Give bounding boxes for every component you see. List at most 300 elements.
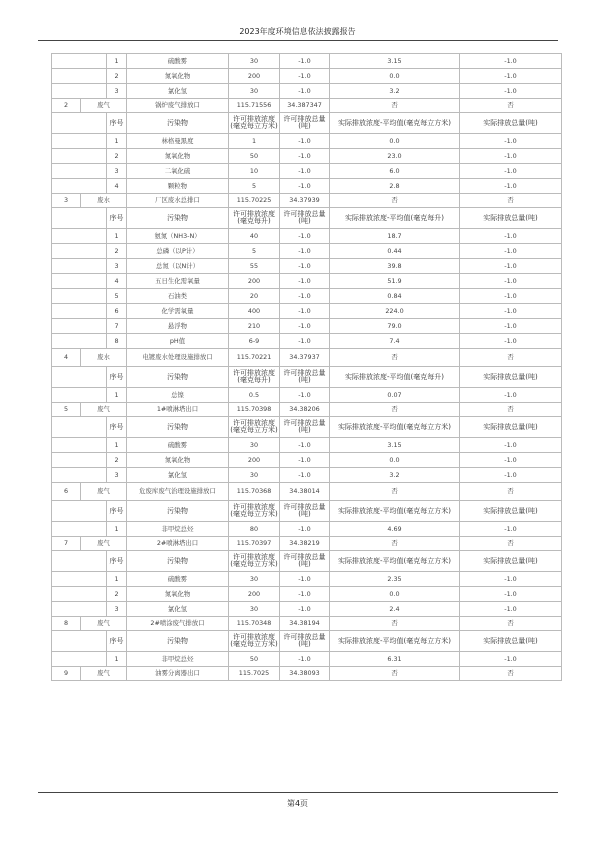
pollutant-row [52,334,562,349]
emissions-table-body [52,54,562,681]
pollutant-row [52,602,562,617]
pollutant-row [52,54,562,69]
actual-total: -1.0 [460,149,562,164]
pollutant-row [52,289,562,304]
pollutant-name: 硫酸雾 [127,54,229,69]
blank-cell [52,134,107,149]
outlet-number: 2 [52,99,81,113]
header-pollutant: 污染物 [127,551,229,572]
blank-cell [52,149,107,164]
outlet-type: 废气 [81,403,127,417]
emissions-table-wrapper [51,53,561,681]
actual-total: -1.0 [460,259,562,274]
actual-concentration: 3.2 [330,84,460,99]
permit-concentration: 50 [229,652,280,667]
pollutant-seq: 3 [107,259,127,274]
outlet-row [52,667,562,681]
pollutant-name: 氯化氢 [127,84,229,99]
outlet-flag-1: 否 [330,349,460,367]
outlet-row [52,537,562,551]
blank-cell [52,319,107,334]
permit-total: -1.0 [280,522,330,537]
outlet-flag-1: 否 [330,194,460,208]
pollutant-row [52,453,562,468]
header-permit-concentration: 许可排放浓度(毫克每立方米) [229,417,280,438]
permit-concentration: 30 [229,572,280,587]
outlet-longitude: 115.7025 [229,667,280,681]
header-seq: 序号 [107,501,127,522]
pollutant-name: 氮氧化物 [127,69,229,84]
actual-total: -1.0 [460,164,562,179]
header-actual-concentration: 实际排放浓度-平均值(毫克每升) [330,208,460,229]
pollutant-seq: 1 [107,522,127,537]
outlet-flag-2: 否 [460,617,562,631]
blank-cell [52,501,107,522]
actual-total: -1.0 [460,334,562,349]
pollutant-seq: 2 [107,244,127,259]
outlet-row [52,349,562,367]
permit-concentration: 200 [229,453,280,468]
permit-concentration: 55 [229,259,280,274]
header-seq: 序号 [107,631,127,652]
permit-total: -1.0 [280,274,330,289]
outlet-latitude: 34.38093 [280,667,330,681]
footer-divider [38,792,558,793]
outlet-type: 废气 [81,99,127,113]
actual-total: -1.0 [460,244,562,259]
actual-concentration: 3.2 [330,468,460,483]
permit-total: -1.0 [280,652,330,667]
permit-total: -1.0 [280,54,330,69]
outlet-name: 2#喷涂废气排放口 [127,617,229,631]
pollutant-seq: 4 [107,274,127,289]
outlet-flag-2: 否 [460,537,562,551]
actual-concentration: 6.0 [330,164,460,179]
header-permit-concentration: 许可排放浓度(毫克每升) [229,208,280,229]
header-pollutant: 污染物 [127,631,229,652]
header-permit-concentration: 许可排放浓度(毫克每立方米) [229,551,280,572]
permit-total: -1.0 [280,289,330,304]
header-actual-concentration: 实际排放浓度-平均值(毫克每立方米) [330,113,460,134]
blank-cell [52,334,107,349]
actual-total: -1.0 [460,179,562,194]
actual-total: -1.0 [460,602,562,617]
pollutant-name: 硫酸雾 [127,438,229,453]
blank-cell [52,84,107,99]
outlet-number: 7 [52,537,81,551]
actual-concentration: 23.0 [330,149,460,164]
permit-concentration: 40 [229,229,280,244]
pollutant-seq: 3 [107,468,127,483]
outlet-row [52,99,562,113]
actual-concentration: 0.0 [330,453,460,468]
permit-concentration: 6-9 [229,334,280,349]
pollutant-header-row [52,417,562,438]
blank-cell [52,388,107,403]
actual-concentration: 3.15 [330,438,460,453]
outlet-type: 废气 [81,617,127,631]
outlet-flag-1: 否 [330,99,460,113]
blank-cell [52,652,107,667]
actual-total: -1.0 [460,453,562,468]
actual-concentration: 7.4 [330,334,460,349]
actual-total: -1.0 [460,522,562,537]
pollutant-row [52,134,562,149]
pollutant-seq: 1 [107,652,127,667]
pollutant-seq: 3 [107,84,127,99]
header-actual-total: 实际排放总量(吨) [460,501,562,522]
outlet-latitude: 34.387347 [280,99,330,113]
blank-cell [52,208,107,229]
pollutant-seq: 1 [107,229,127,244]
actual-total: -1.0 [460,134,562,149]
header-actual-total: 实际排放总量(吨) [460,551,562,572]
actual-total: -1.0 [460,69,562,84]
permit-total: -1.0 [280,244,330,259]
header-permit-total: 许可排放总量(吨) [280,417,330,438]
outlet-latitude: 34.38194 [280,617,330,631]
outlet-latitude: 34.38014 [280,483,330,501]
blank-cell [52,259,107,274]
pollutant-row [52,179,562,194]
actual-concentration: 2.35 [330,572,460,587]
pollutant-seq: 2 [107,453,127,468]
outlet-flag-1: 否 [330,617,460,631]
blank-cell [52,551,107,572]
pollutant-name: 二氧化硫 [127,164,229,179]
pollutant-name: 总氮（以N计） [127,259,229,274]
outlet-name: 厂区废水总排口 [127,194,229,208]
blank-cell [52,602,107,617]
blank-cell [52,522,107,537]
pollutant-name: 林格曼黑度 [127,134,229,149]
blank-cell [52,304,107,319]
blank-cell [52,69,107,84]
permit-total: -1.0 [280,259,330,274]
outlet-flag-2: 否 [460,403,562,417]
permit-total: -1.0 [280,84,330,99]
actual-total: -1.0 [460,652,562,667]
header-actual-concentration: 实际排放浓度-平均值(毫克每立方米) [330,631,460,652]
blank-cell [52,179,107,194]
header-divider [38,40,558,41]
pollutant-seq: 3 [107,602,127,617]
outlet-longitude: 115.70397 [229,537,280,551]
pollutant-seq: 1 [107,572,127,587]
permit-concentration: 20 [229,289,280,304]
permit-total: -1.0 [280,388,330,403]
permit-concentration: 1 [229,134,280,149]
permit-total: -1.0 [280,602,330,617]
header-permit-concentration: 许可排放浓度(毫克每立方米) [229,113,280,134]
header-actual-concentration: 实际排放浓度-平均值(毫克每立方米) [330,417,460,438]
header-permit-total: 许可排放总量(吨) [280,551,330,572]
pollutant-name: 氨氮（NH3-N） [127,229,229,244]
actual-total: -1.0 [460,468,562,483]
permit-concentration: 30 [229,438,280,453]
permit-concentration: 200 [229,69,280,84]
actual-total: -1.0 [460,274,562,289]
blank-cell [52,164,107,179]
pollutant-name: 化学需氧量 [127,304,229,319]
outlet-row [52,403,562,417]
actual-total: -1.0 [460,388,562,403]
header-permit-total: 许可排放总量(吨) [280,208,330,229]
pollutant-header-row [52,551,562,572]
permit-concentration: 50 [229,149,280,164]
outlet-longitude: 115.70225 [229,194,280,208]
blank-cell [52,631,107,652]
permit-concentration: 10 [229,164,280,179]
outlet-number: 8 [52,617,81,631]
pollutant-seq: 7 [107,319,127,334]
outlet-longitude: 115.70368 [229,483,280,501]
header-seq: 序号 [107,367,127,388]
pollutant-seq: 1 [107,438,127,453]
permit-total: -1.0 [280,453,330,468]
actual-total: -1.0 [460,229,562,244]
blank-cell [52,417,107,438]
outlet-type: 废水 [81,349,127,367]
header-actual-total: 实际排放总量(吨) [460,367,562,388]
pollutant-row [52,522,562,537]
header-actual-concentration: 实际排放浓度-平均值(毫克每升) [330,367,460,388]
outlet-number: 3 [52,194,81,208]
outlet-flag-2: 否 [460,349,562,367]
outlet-number: 6 [52,483,81,501]
actual-concentration: 0.07 [330,388,460,403]
pollutant-name: 氯化氢 [127,468,229,483]
pollutant-row [52,84,562,99]
blank-cell [52,274,107,289]
pollutant-name: 石油类 [127,289,229,304]
header-permit-total: 许可排放总量(吨) [280,113,330,134]
actual-concentration: 4.69 [330,522,460,537]
pollutant-name: 颗粒物 [127,179,229,194]
actual-concentration: 0.44 [330,244,460,259]
permit-concentration: 5 [229,244,280,259]
header-pollutant: 污染物 [127,501,229,522]
outlet-name: 锅炉废气排放口 [127,99,229,113]
outlet-name: 电镀废水处理设施排放口 [127,349,229,367]
blank-cell [52,113,107,134]
permit-concentration: 5 [229,179,280,194]
outlet-flag-2: 否 [460,99,562,113]
header-actual-concentration: 实际排放浓度-平均值(毫克每立方米) [330,551,460,572]
pollutant-row [52,69,562,84]
outlet-longitude: 115.70398 [229,403,280,417]
header-seq: 序号 [107,417,127,438]
pollutant-header-row [52,367,562,388]
actual-total: -1.0 [460,438,562,453]
blank-cell [52,572,107,587]
page-number: 第4页 [286,799,309,808]
pollutant-row [52,164,562,179]
pollutant-name: 总磷（以P计） [127,244,229,259]
permit-total: -1.0 [280,572,330,587]
actual-total: -1.0 [460,587,562,602]
actual-concentration: 18.7 [330,229,460,244]
pollutant-seq: 4 [107,179,127,194]
actual-concentration: 2.4 [330,602,460,617]
pollutant-name: 非甲烷总烃 [127,652,229,667]
outlet-latitude: 34.38206 [280,403,330,417]
pollutant-row [52,229,562,244]
outlet-number: 5 [52,403,81,417]
pollutant-header-row [52,208,562,229]
header-pollutant: 污染物 [127,417,229,438]
actual-concentration: 0.0 [330,134,460,149]
outlet-name: 2#喷淋塔出口 [127,537,229,551]
outlet-longitude: 115.70348 [229,617,280,631]
header-permit-concentration: 许可排放浓度(毫克每立方米) [229,501,280,522]
header-pollutant: 污染物 [127,208,229,229]
actual-concentration: 51.9 [330,274,460,289]
outlet-type: 废气 [81,483,127,501]
header-actual-total: 实际排放总量(吨) [460,113,562,134]
permit-total: -1.0 [280,304,330,319]
actual-concentration: 0.84 [330,289,460,304]
blank-cell [52,587,107,602]
pollutant-name: 氯化氢 [127,602,229,617]
outlet-latitude: 34.37939 [280,194,330,208]
pollutant-row [52,468,562,483]
outlet-name: 危废库废气治理设施排放口 [127,483,229,501]
pollutant-row [52,319,562,334]
pollutant-name: pH值 [127,334,229,349]
actual-total: -1.0 [460,84,562,99]
header-seq: 序号 [107,113,127,134]
pollutant-seq: 8 [107,334,127,349]
permit-concentration: 30 [229,468,280,483]
outlet-flag-1: 否 [330,537,460,551]
pollutant-name: 硫酸雾 [127,572,229,587]
header-permit-total: 许可排放总量(吨) [280,367,330,388]
pollutant-row [52,572,562,587]
pollutant-name: 氮氧化物 [127,587,229,602]
header-permit-concentration: 许可排放浓度(毫克每升) [229,367,280,388]
outlet-type: 废气 [81,537,127,551]
pollutant-seq: 2 [107,149,127,164]
header-permit-total: 许可排放总量(吨) [280,501,330,522]
pollutant-row [52,274,562,289]
actual-concentration: 0.0 [330,69,460,84]
outlet-row [52,194,562,208]
permit-concentration: 200 [229,274,280,289]
outlet-flag-1: 否 [330,403,460,417]
actual-concentration: 224.0 [330,304,460,319]
actual-concentration: 3.15 [330,54,460,69]
outlet-flag-2: 否 [460,667,562,681]
actual-total: -1.0 [460,572,562,587]
outlet-row [52,483,562,501]
outlet-flag-1: 否 [330,483,460,501]
outlet-number: 4 [52,349,81,367]
outlet-flag-2: 否 [460,194,562,208]
permit-total: -1.0 [280,69,330,84]
actual-concentration: 79.0 [330,319,460,334]
permit-concentration: 200 [229,587,280,602]
emissions-table [51,53,562,681]
outlet-longitude: 115.70221 [229,349,280,367]
pollutant-name: 氮氧化物 [127,453,229,468]
pollutant-row [52,652,562,667]
permit-concentration: 30 [229,54,280,69]
header-actual-total: 实际排放总量(吨) [460,417,562,438]
header-permit-concentration: 许可排放浓度(毫克每立方米) [229,631,280,652]
permit-concentration: 210 [229,319,280,334]
permit-total: -1.0 [280,164,330,179]
header-pollutant: 污染物 [127,367,229,388]
pollutant-row [52,244,562,259]
header-seq: 序号 [107,551,127,572]
outlet-row [52,617,562,631]
header-seq: 序号 [107,208,127,229]
blank-cell [52,244,107,259]
outlet-type: 废气 [81,667,127,681]
outlet-flag-2: 否 [460,483,562,501]
actual-concentration: 6.31 [330,652,460,667]
header-actual-total: 实际排放总量(吨) [460,208,562,229]
permit-total: -1.0 [280,587,330,602]
actual-concentration: 2.8 [330,179,460,194]
outlet-longitude: 115.71556 [229,99,280,113]
permit-concentration: 30 [229,84,280,99]
permit-concentration: 30 [229,602,280,617]
permit-total: -1.0 [280,319,330,334]
outlet-flag-1: 否 [330,667,460,681]
header-actual-concentration: 实际排放浓度-平均值(毫克每立方米) [330,501,460,522]
pollutant-seq: 2 [107,587,127,602]
actual-concentration: 39.8 [330,259,460,274]
pollutant-row [52,587,562,602]
blank-cell [52,289,107,304]
permit-total: -1.0 [280,229,330,244]
pollutant-seq: 3 [107,164,127,179]
permit-total: -1.0 [280,468,330,483]
blank-cell [52,438,107,453]
permit-concentration: 400 [229,304,280,319]
pollutant-row [52,388,562,403]
outlet-name: 1#喷淋塔出口 [127,403,229,417]
page-header-title: 2023年度环境信息依法披露报告 [239,27,356,36]
actual-concentration: 0.0 [330,587,460,602]
pollutant-name: 总镍 [127,388,229,403]
actual-total: -1.0 [460,304,562,319]
pollutant-header-row [52,501,562,522]
blank-cell [52,468,107,483]
pollutant-header-row [52,631,562,652]
actual-total: -1.0 [460,319,562,334]
pollutant-row [52,149,562,164]
pollutant-seq: 6 [107,304,127,319]
pollutant-name: 悬浮物 [127,319,229,334]
permit-total: -1.0 [280,334,330,349]
outlet-latitude: 34.38219 [280,537,330,551]
permit-total: -1.0 [280,149,330,164]
header-pollutant: 污染物 [127,113,229,134]
pollutant-name: 非甲烷总烃 [127,522,229,537]
header-actual-total: 实际排放总量(吨) [460,631,562,652]
actual-total: -1.0 [460,54,562,69]
pollutant-row [52,259,562,274]
pollutant-seq: 1 [107,54,127,69]
pollutant-row [52,304,562,319]
permit-total: -1.0 [280,179,330,194]
pollutant-seq: 5 [107,289,127,304]
pollutant-name: 五日生化需氧量 [127,274,229,289]
blank-cell [52,453,107,468]
